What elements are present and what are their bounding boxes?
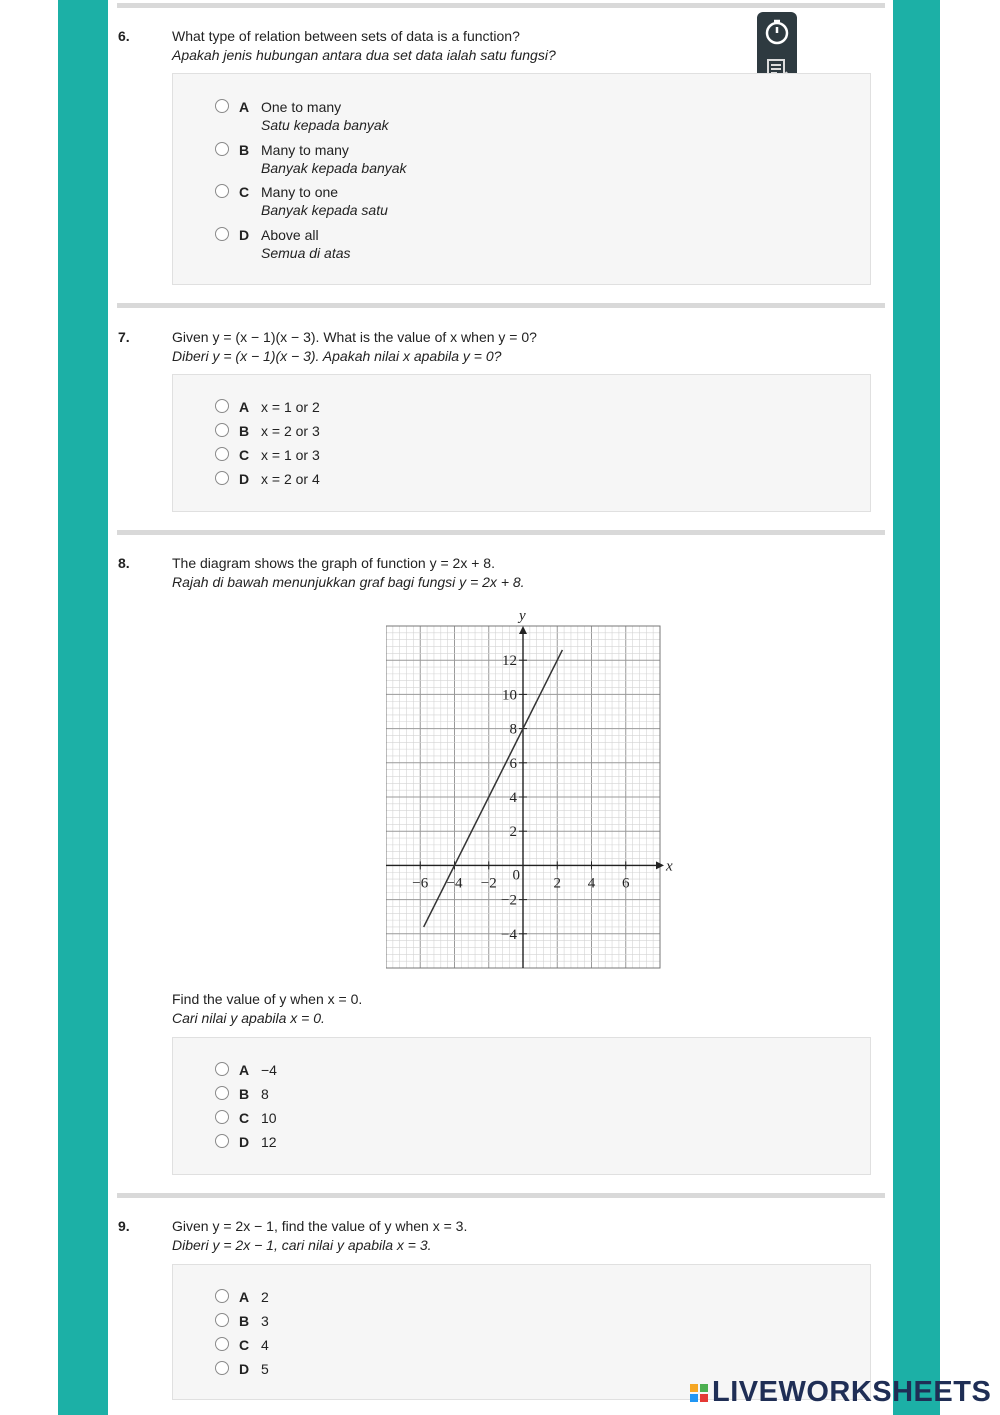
option-text: 2 bbox=[261, 1289, 269, 1305]
option-text: 10 bbox=[261, 1110, 277, 1126]
option-letter: B bbox=[239, 1313, 250, 1329]
y-tick-label: −2 bbox=[501, 892, 517, 909]
x-tick-label: 6 bbox=[622, 875, 630, 892]
option-letter: B bbox=[239, 142, 250, 158]
radio-button[interactable] bbox=[215, 227, 229, 241]
option-text: x = 1 or 2 bbox=[261, 399, 320, 415]
radio-button[interactable] bbox=[215, 423, 229, 437]
option-letter: C bbox=[239, 1337, 250, 1353]
radio-button[interactable] bbox=[215, 471, 229, 485]
followup-text-en: Find the value of y when x = 0. bbox=[172, 991, 363, 1007]
question-text bbox=[172, 554, 525, 592]
option-text-ms: Banyak kepada satu bbox=[261, 202, 388, 218]
option-text: 4 bbox=[261, 1337, 269, 1353]
radio-button[interactable] bbox=[215, 1313, 229, 1327]
divider bbox=[117, 303, 885, 308]
x-tick-label: −4 bbox=[446, 875, 463, 892]
option-letter: A bbox=[239, 1289, 250, 1305]
radio-button[interactable] bbox=[215, 184, 229, 198]
option-text: 8 bbox=[261, 1086, 269, 1102]
option-text: 12 bbox=[261, 1134, 277, 1150]
question-number: 9. bbox=[118, 1218, 130, 1234]
option-letter: C bbox=[239, 447, 250, 463]
question-text bbox=[172, 1217, 467, 1255]
right-border bbox=[893, 0, 940, 1415]
radio-button[interactable] bbox=[215, 447, 229, 461]
x-tick-label: 2 bbox=[553, 875, 561, 892]
timer-icon[interactable] bbox=[761, 16, 793, 48]
option-letter: A bbox=[239, 1062, 250, 1078]
question-number: 6. bbox=[118, 28, 130, 44]
radio-button[interactable] bbox=[215, 99, 229, 113]
option-letter: C bbox=[239, 1110, 250, 1126]
radio-button[interactable] bbox=[215, 1337, 229, 1351]
option-text-en: Many to many bbox=[261, 142, 349, 158]
function-graph bbox=[386, 606, 676, 974]
option-text-ms: Semua di atas bbox=[261, 245, 351, 261]
origin-label: 0 bbox=[512, 867, 520, 884]
y-axis-arrow bbox=[519, 626, 527, 634]
followup-text-ms: Cari nilai y apabila x = 0. bbox=[172, 1010, 325, 1026]
y-tick-label: −4 bbox=[501, 926, 517, 943]
radio-button[interactable] bbox=[215, 1062, 229, 1076]
question-text-ms: Rajah di bawah menunjukkan graf bagi fungsi y = 2x + 8. bbox=[172, 574, 525, 590]
y-tick-label: 2 bbox=[509, 824, 517, 841]
answer-box bbox=[172, 374, 871, 512]
option-text: 3 bbox=[261, 1313, 269, 1329]
y-tick-label: 4 bbox=[509, 790, 517, 806]
option-text bbox=[261, 141, 407, 177]
question-number: 8. bbox=[118, 555, 130, 571]
radio-button[interactable] bbox=[215, 1361, 229, 1375]
y-axis-label: y bbox=[519, 608, 526, 624]
x-tick-label: −2 bbox=[480, 875, 497, 892]
y-tick-label: 12 bbox=[502, 653, 517, 670]
answer-box bbox=[172, 73, 871, 285]
option-text bbox=[261, 183, 388, 219]
option-text: 5 bbox=[261, 1361, 269, 1377]
brand-name: LIVEWORKSHEETS bbox=[712, 1376, 992, 1408]
y-tick-label: 10 bbox=[502, 687, 517, 704]
x-axis-label: x bbox=[666, 858, 673, 875]
brand-icon bbox=[690, 1384, 708, 1402]
option-letter: B bbox=[239, 423, 250, 439]
option-text: x = 2 or 4 bbox=[261, 471, 320, 487]
option-letter: D bbox=[239, 227, 250, 243]
option-letter: D bbox=[239, 1134, 250, 1150]
radio-button[interactable] bbox=[215, 399, 229, 413]
radio-button[interactable] bbox=[215, 1289, 229, 1303]
option-text: x = 2 or 3 bbox=[261, 423, 320, 439]
x-tick-label: −6 bbox=[412, 875, 429, 892]
option-letter: A bbox=[239, 99, 250, 115]
question-text-en: Given y = (x − 1)(x − 3). What is the value of x when y = 0? bbox=[172, 329, 537, 345]
radio-button[interactable] bbox=[215, 1086, 229, 1100]
question-text-ms: Diberi y = (x − 1)(x − 3). Apakah nilai x apabila y = 0? bbox=[172, 348, 502, 364]
question-text-en: The diagram shows the graph of function y = 2x + 8. bbox=[172, 555, 495, 571]
divider bbox=[117, 3, 885, 8]
left-border bbox=[58, 0, 108, 1415]
question-text-en: What type of relation between sets of data is a function? bbox=[172, 28, 520, 44]
radio-button[interactable] bbox=[215, 142, 229, 156]
option-text bbox=[261, 98, 389, 134]
option-letter: D bbox=[239, 471, 250, 487]
y-tick-label: 6 bbox=[509, 755, 517, 772]
option-text: −4 bbox=[261, 1062, 277, 1078]
option-letter: B bbox=[239, 1086, 250, 1102]
option-letter: C bbox=[239, 184, 250, 200]
answer-box bbox=[172, 1037, 871, 1175]
option-letter: A bbox=[239, 399, 250, 415]
option-text-en: Above all bbox=[261, 227, 319, 243]
followup-text bbox=[172, 990, 362, 1028]
radio-button[interactable] bbox=[215, 1110, 229, 1124]
question-text-ms: Apakah jenis hubungan antara dua set data ialah satu fungsi? bbox=[172, 47, 556, 63]
x-tick-label: 4 bbox=[587, 875, 596, 892]
divider bbox=[117, 1193, 885, 1198]
question-number: 7. bbox=[118, 329, 130, 345]
option-text-ms: Banyak kepada banyak bbox=[261, 160, 407, 176]
option-text: x = 1 or 3 bbox=[261, 447, 320, 463]
option-letter: D bbox=[239, 1361, 250, 1377]
question-text bbox=[172, 27, 556, 65]
question-text bbox=[172, 328, 537, 366]
option-text bbox=[261, 226, 351, 262]
y-tick-label: 8 bbox=[509, 721, 517, 738]
divider bbox=[117, 530, 885, 535]
liveworksheets-logo[interactable] bbox=[690, 1376, 991, 1409]
option-text-en: Many to one bbox=[261, 184, 339, 200]
question-text-en: Given y = 2x − 1, find the value of y when x = 3. bbox=[172, 1218, 468, 1234]
option-text-en: One to many bbox=[261, 99, 342, 115]
question-text-ms: Diberi y = 2x − 1, cari nilai y apabila x = 3. bbox=[172, 1237, 432, 1253]
option-text-ms: Satu kepada banyak bbox=[261, 117, 389, 133]
radio-button[interactable] bbox=[215, 1134, 229, 1148]
